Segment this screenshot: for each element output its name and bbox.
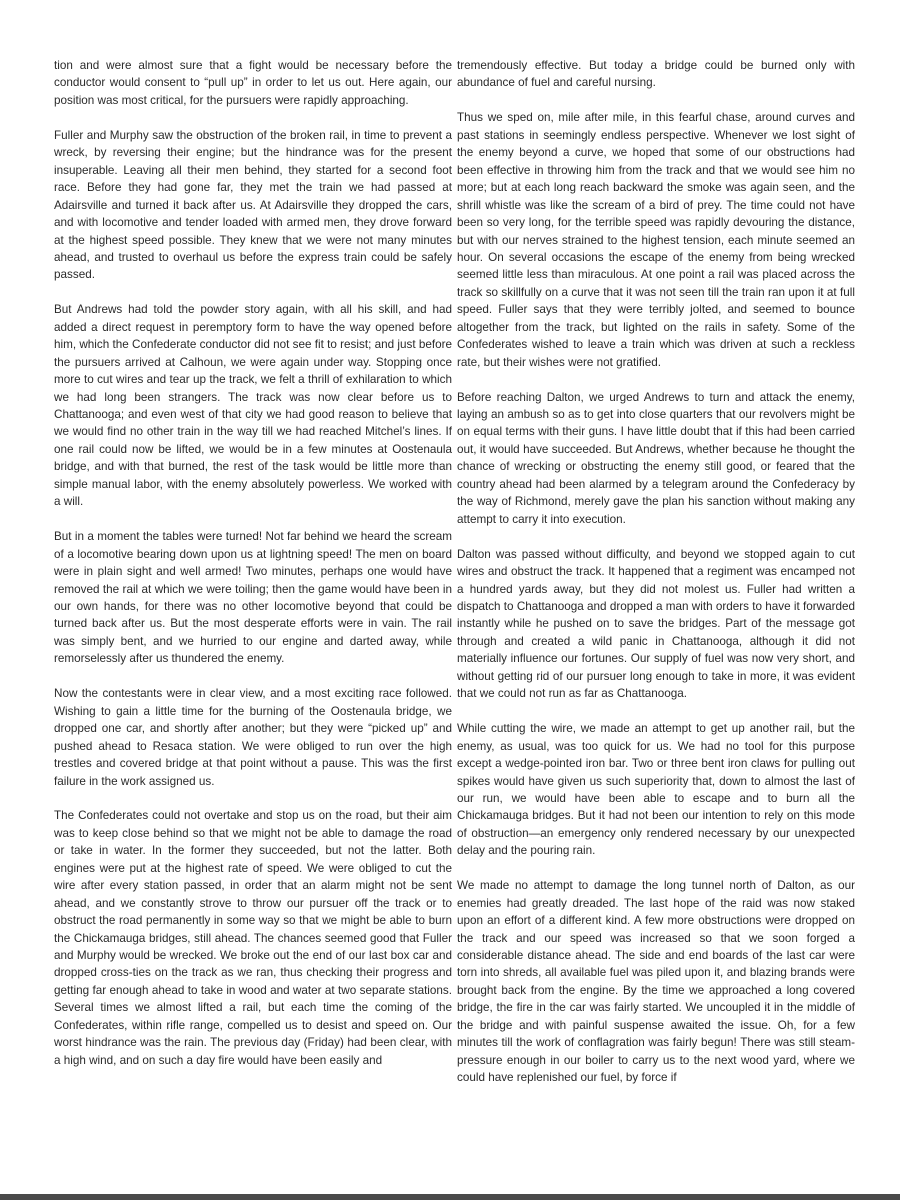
- paragraph: While cutting the wire, we made an attempt to get up another rail, but the enemy, as usual, was too quick for us. We had no tool for this purpose except a wedge-pointed iron bar. Two or three bent iron claws for pulling out spikes would have given us such superiority that, down to almost the last of our run, we would have been able to escape and to burn all the Chickamauga bridges. But it had not been our intention to rely on this mode of obstruction—an emergency only rendered necessary by our unexpected delay and the pouring rain.: [457, 722, 855, 858]
- left-column: [54, 57, 452, 1087]
- paragraph: The Confederates could not overtake and stop us on the road, but their aim was to keep close behind so that we might not be able to damage the road or take in water. In the former they succeeded, but not the latter. Both engines were put at the highest rate of speed. We were obliged to cut the wire after every station passed, in order that an alarm might not be sent ahead, and we constantly strove to throw our pursuer off the track or to obstruct the road permanently in some way so that we might be able to burn the Chickamauga bridges, still ahead. The chances seemed good that Fuller and Murphy would be wrecked. We broke out the end of our last box car and dropped cross-ties on the track as we ran, thus checking their progress and getting far enough ahead to take in wood and water at two separate stations. Several times we almost lifted a rail, but each time the coming of the Confederates, within rifle range, compelled us to desist and speed on. Our worst hindrance was the rain. The previous day (Friday) had been clear, with a high wind, and on such a day fire would have been easily and: [54, 809, 452, 1067]
- paragraph: Before reaching Dalton, we urged Andrews to turn and attack the enemy, laying an ambush so as to get into close quarters that our revolvers might be on equal terms with their guns. I have little doubt that if this had been carried out, it would have succeeded. But Andrews, whether because he thought the chance of wrecking or obstructing the enemy still good, or feared that the country ahead had been alarmed by a telegram around the Confederacy by the way of Richmond, merely gave the plan his sanction without making any attempt to carry it into execution.: [457, 390, 855, 526]
- page-bottom-border: [0, 1194, 900, 1200]
- paragraph: Fuller and Murphy saw the obstruction of the broken rail, in time to prevent a wreck, by reversing their engine; but the hindrance was for the present insuperable. Leaving all their men behind, they started for a second foot race. Before they had gone far, they met the train we had passed at Adairsville and turned it back after us. At Adairsville they dropped the cars, and with locomotive and tender loaded with armed men, they drove forward at the highest speed possible. They knew that we were not many minutes ahead, and trusted to overhaul us before the express train could be safely passed.: [54, 128, 452, 282]
- paragraph: But in a moment the tables were turned! Not far behind we heard the scream of a locomotive bearing down upon us at lightning speed! The men on board were in plain sight and well armed! Two minutes, perhaps one would have removed the rail at which we were toiling; then the game would have been in our own hands, for there was no other locomotive beyond that could be turned back after us. But the most desperate efforts were in vain. The rail was simply bent, and we hurried to our engine and darted away, while remorselessly after us thundered the enemy.: [54, 530, 452, 666]
- paragraph: Dalton was passed without difficulty, and beyond we stopped again to cut wires and obstruct the track. It happened that a regiment was encamped not a hundred yards away, but they did not molest us. Fuller had written a dispatch to Chattanooga and dropped a man with orders to have it forwarded instantly while he pushed on to save the bridges. Part of the message got through and created a wild panic in Chattanooga, although it did not materially influence our fortunes. Our supply of fuel was now very short, and without getting rid of our pursuer long enough to take in more, it was evident that we could not run as far as Chattanooga.: [457, 547, 855, 701]
- paragraph: Now the contestants were in clear view, and a most exciting race followed. Wishing to gain a little time for the burning of the Oostenaula bridge, we dropped one car, and shortly after another; but they were “picked up” and pushed ahead to Resaca station. We were obliged to run over the high trestles and covered bridge at that point without a pause. This was the first failure in the work assigned us.: [54, 687, 452, 788]
- paragraph: Thus we sped on, mile after mile, in this fearful chase, around curves and past stations in seemingly endless perspective. Whenever we lost sight of the enemy beyond a curve, we hoped that some of our obstructions had been effective in throwing him from the track and that we would see him no more; but at each long reach backward the smoke was again seen, and the shrill whistle was like the scream of a bird of prey. The time could not have been so very long, for the terrible speed was rapidly devouring the distance, but with our nerves strained to the highest tension, each minute seemed an hour. On several occasions the escape of the enemy from being wrecked seemed little less than miraculous. At one point a rail was placed across the track so skillfully on a curve that it was not seen till the train ran upon it at full speed. Fuller says that they were terribly jolted, and seemed to bounce altogether from the track, but lighted on the rails in safety. Some of the Confederates wished to leave a train which was driven at such a reckless rate, but their wishes were not gratified.: [457, 111, 855, 369]
- right-column: [457, 57, 855, 1104]
- paragraph: tion and were almost sure that a fight would be necessary before the conductor would consent to “pull up” in order to let us out. Here again, our position was most critical, for the pursuers were rapidly approaching.: [54, 59, 452, 107]
- paragraph: tremendously effective. But today a bridge could be burned only with abundance of fuel and careful nursing.: [457, 59, 855, 90]
- paragraph: But Andrews had told the powder story again, with all his skill, and had added a direct request in peremptory form to have the way opened before him, which the Confederate conductor did not see fit to resist; and just before the pursuers arrived at Calhoun, we were again under way. Stopping once more to cut wires and tear up the track, we felt a thrill of exhilaration to which we had long been strangers. The track was now clear before us to Chattanooga; and even west of that city we had good reason to believe that we would find no other train in the way till we had reached Mitchel’s lines. If one rail could now be lifted, we would be in a few minutes at Oostenaula bridge, and with that burned, the rest of the task would be little more than simple manual labor, with the enemy absolutely powerless. We worked with a will.: [54, 303, 452, 509]
- paragraph: We made no attempt to damage the long tunnel north of Dalton, as our enemies had greatly dreaded. The last hope of the raid was now staked upon an effort of a different kind. A few more obstructions were dropped on the track and our speed was increased so that we soon forged a considerable distance ahead. The side and end boards of the last car were torn into shreds, all available fuel was piled upon it, and blazing brands were brought back from the engine. By the time we approached a long covered bridge, the fire in the car was fairly started. We uncoupled it in the middle of the bridge and with painful suspense awaited the issue. Oh, for a few minutes till the work of conflagration was fairly begun! There was still steam-pressure enough in our boiler to carry us to the next wood yard, where we could have replenished our fuel, by force if: [457, 879, 855, 1085]
